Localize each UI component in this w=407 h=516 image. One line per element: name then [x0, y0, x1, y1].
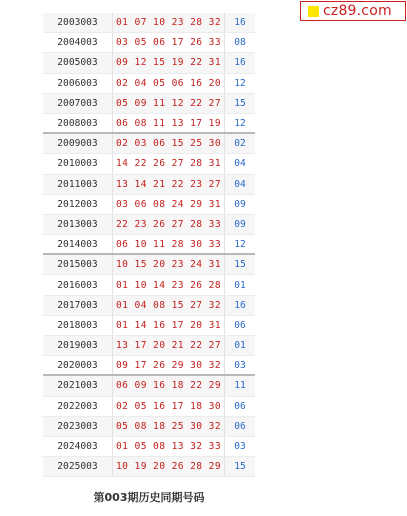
table-row — [43, 336, 255, 356]
blue-ball-cell: 01 — [234, 279, 246, 291]
red-balls-cell: 10 19 20 26 28 29 — [113, 457, 225, 476]
table-row — [43, 376, 255, 396]
table-row — [43, 296, 255, 316]
table-row — [43, 53, 255, 73]
red-balls-cell: 01 07 10 23 28 32 — [113, 13, 225, 32]
blue-ball-cell: 15 — [234, 259, 246, 271]
table-row — [43, 316, 255, 336]
red-balls-cell: 05 08 18 25 30 32 — [113, 417, 225, 436]
blue-ball-cell: 16 — [234, 299, 246, 311]
red-balls-cell: 06 10 11 28 30 33 — [113, 235, 225, 253]
issue-number-cell: 2018003 — [43, 316, 113, 335]
issue-number-cell: 2024003 — [43, 437, 113, 456]
blue-ball-cell: 06 — [234, 400, 246, 412]
blue-ball-cell: 11 — [234, 380, 246, 392]
red-balls-cell: 10 15 20 23 24 31 — [113, 255, 225, 274]
red-balls-cell: 01 05 08 13 32 33 — [113, 437, 225, 456]
table-row — [43, 195, 255, 215]
issue-number-cell: 2005003 — [43, 53, 113, 72]
issue-number-cell: 2012003 — [43, 195, 113, 214]
table-row — [43, 13, 255, 33]
blue-ball-cell: 08 — [234, 37, 246, 49]
issue-number-cell: 2013003 — [43, 215, 113, 234]
issue-number-cell: 2007003 — [43, 94, 113, 113]
issue-number-cell: 2020003 — [43, 356, 113, 374]
blue-ball-cell: 15 — [234, 97, 246, 109]
issue-number-cell: 2003003 — [43, 13, 113, 32]
logo-square-icon — [308, 6, 319, 17]
table-row — [43, 417, 255, 437]
issue-number-cell: 2021003 — [43, 376, 113, 395]
blue-ball-cell: 09 — [234, 218, 246, 230]
red-balls-cell: 14 22 26 27 28 31 — [113, 154, 225, 173]
logo-text: cz89.com — [323, 3, 392, 19]
red-balls-cell: 03 06 08 24 29 31 — [113, 195, 225, 214]
red-balls-cell: 22 23 26 27 28 33 — [113, 215, 225, 234]
red-balls-cell: 13 17 20 21 22 27 — [113, 336, 225, 355]
table-row — [43, 175, 255, 195]
issue-number-cell: 2010003 — [43, 154, 113, 173]
red-balls-cell: 09 12 15 19 22 31 — [113, 53, 225, 72]
issue-number-cell: 2017003 — [43, 296, 113, 315]
red-balls-cell: 01 14 16 17 20 31 — [113, 316, 225, 335]
issue-number-cell: 2014003 — [43, 235, 113, 253]
red-balls-cell: 06 08 11 13 17 19 — [113, 114, 225, 132]
table-row — [43, 437, 255, 457]
blue-ball-cell: 04 — [234, 178, 246, 190]
issue-number-cell: 2006003 — [43, 74, 113, 93]
table-row — [43, 235, 255, 255]
blue-ball-cell: 16 — [234, 17, 246, 29]
table-row — [43, 255, 255, 275]
table-caption: 第003期历史同期号码 — [93, 491, 205, 504]
table-row — [43, 114, 255, 134]
issue-number-cell: 2008003 — [43, 114, 113, 132]
table-row — [43, 275, 255, 295]
table-row — [43, 397, 255, 417]
red-balls-cell: 09 17 26 29 30 32 — [113, 356, 225, 374]
blue-ball-cell: 06 — [234, 319, 246, 331]
red-balls-cell: 02 04 05 06 16 20 — [113, 74, 225, 93]
blue-ball-cell: 12 — [234, 238, 246, 250]
blue-ball-cell: 06 — [234, 420, 246, 432]
table-row — [43, 457, 255, 477]
table-row — [43, 134, 255, 154]
blue-ball-cell: 15 — [234, 461, 246, 473]
red-balls-cell: 02 03 06 15 25 30 — [113, 134, 225, 153]
table-row — [43, 94, 255, 114]
red-balls-cell: 13 14 21 22 23 27 — [113, 175, 225, 194]
issue-number-cell: 2022003 — [43, 397, 113, 416]
red-balls-cell: 01 10 14 23 26 28 — [113, 275, 225, 294]
blue-ball-cell: 03 — [234, 359, 246, 371]
red-balls-cell: 05 09 11 12 22 27 — [113, 94, 225, 113]
issue-number-cell: 2023003 — [43, 417, 113, 436]
table-row — [43, 154, 255, 174]
issue-number-cell: 2004003 — [43, 33, 113, 52]
red-balls-cell: 01 04 08 15 27 32 — [113, 296, 225, 315]
issue-number-cell: 2009003 — [43, 134, 113, 153]
issue-number-cell: 2016003 — [43, 275, 113, 294]
blue-ball-cell: 12 — [234, 117, 246, 129]
blue-ball-cell: 16 — [234, 57, 246, 69]
red-balls-cell: 03 05 06 17 26 33 — [113, 33, 225, 52]
site-logo[interactable] — [300, 1, 406, 21]
table-row — [43, 215, 255, 235]
table-row — [43, 33, 255, 53]
blue-ball-cell: 09 — [234, 198, 246, 210]
issue-number-cell: 2025003 — [43, 457, 113, 476]
red-balls-cell: 06 09 16 18 22 29 — [113, 376, 225, 395]
issue-number-cell: 2011003 — [43, 175, 113, 194]
blue-ball-cell: 04 — [234, 158, 246, 170]
table-row — [43, 74, 255, 94]
red-balls-cell: 02 05 16 17 18 30 — [113, 397, 225, 416]
table-row — [43, 356, 255, 376]
issue-number-cell: 2019003 — [43, 336, 113, 355]
issue-number-cell: 2015003 — [43, 255, 113, 274]
blue-ball-cell: 03 — [234, 441, 246, 453]
blue-ball-cell: 02 — [234, 138, 246, 150]
blue-ball-cell: 01 — [234, 340, 246, 352]
draw-history-table — [43, 13, 255, 477]
blue-ball-cell: 12 — [234, 77, 246, 89]
